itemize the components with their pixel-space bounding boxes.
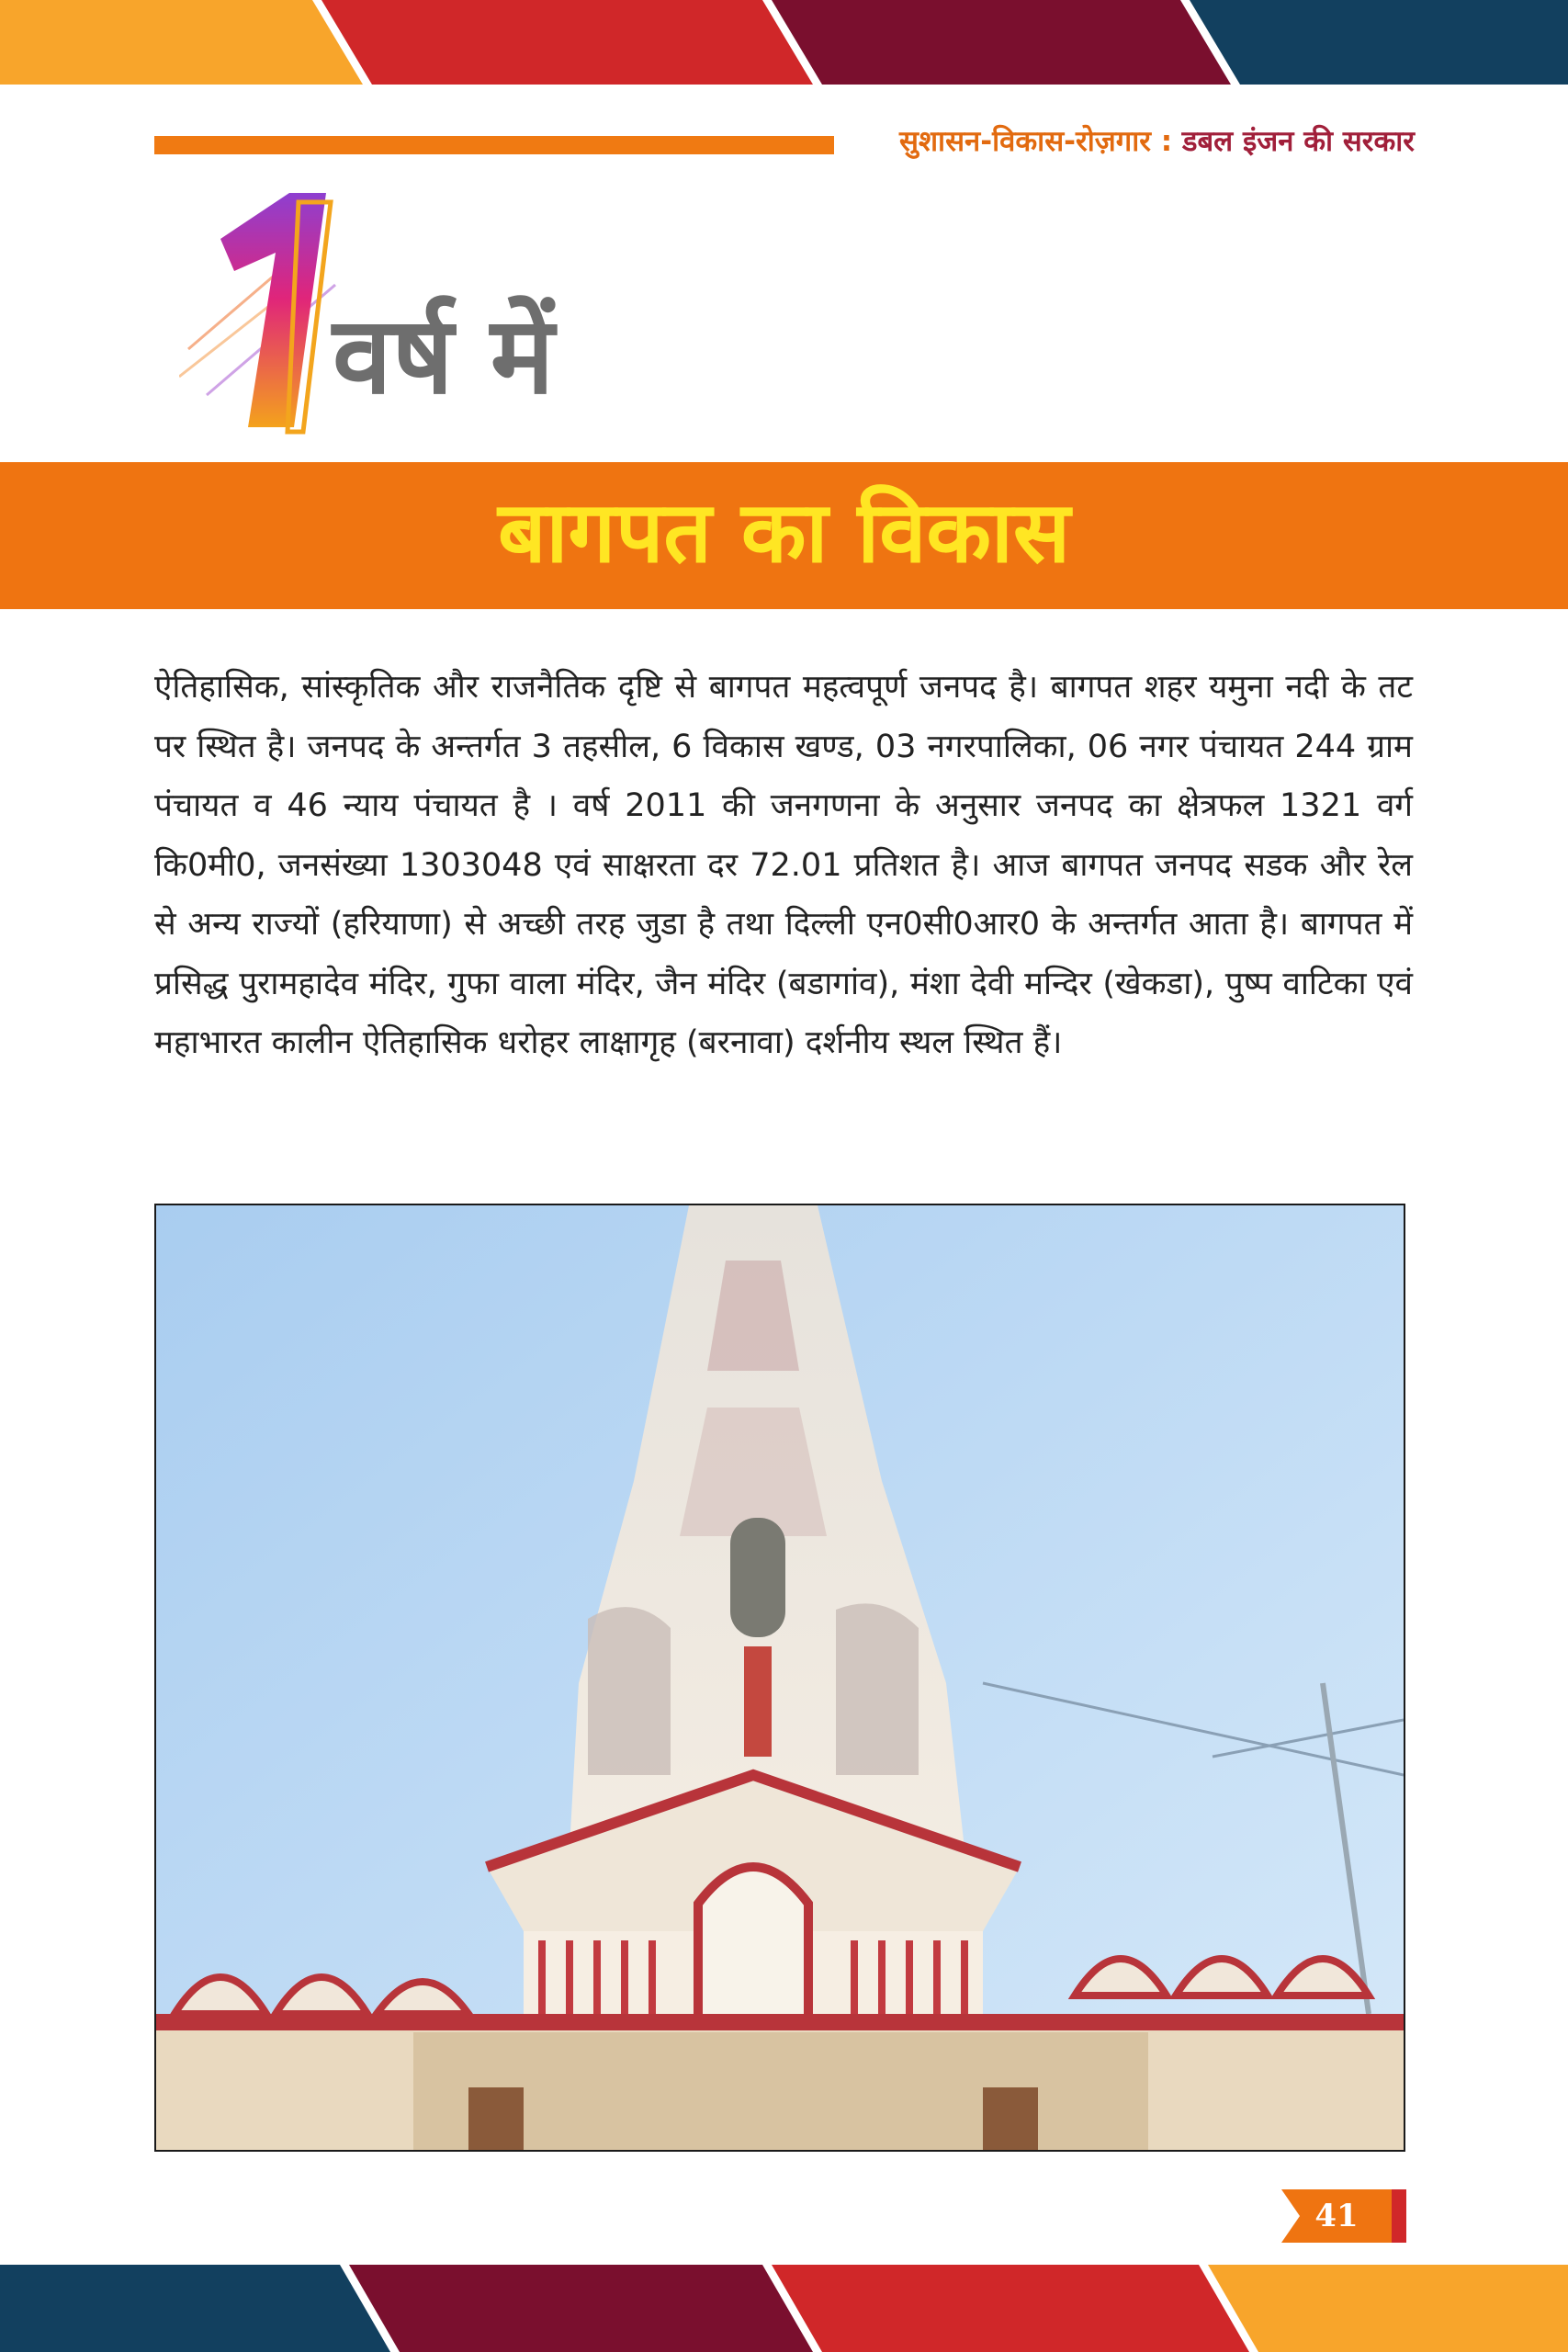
page-number: 41 [1314,2198,1359,2234]
running-header [845,121,1415,160]
year-suffix: वर्ष में [333,294,555,418]
year-number-graphic [179,184,354,441]
bottom-decorative-band [0,2265,1568,2352]
running-header-part1: सुशासन-विकास-रोज़गार : [899,125,1182,158]
title-banner [0,462,1568,609]
body-paragraph: ऐतिहासिक, सांस्कृतिक और राजनैतिक दृष्टि से बागपत महत्वपूर्ण जनपद है। बागपत शहर यमुना नदी के तट पर स्थित है। जनपद के अन्तर्गत 3 तहसील, 6 विकास खण्ड, 03 नगरपालिका, 06 नगर पंचायत 244 ग्राम पंचायत व 46 न्याय पंचायत है । वर्ष 2011 की जनगणना के अनुसार जनपद का क्षेत्रफल 1321 वर्ग कि0मी0, जनसंख्या 1303048 एवं साक्षरता दर 72.01 प्रतिशत है। आज बागपत जनपद सडक और रेल से अन्य राज्यों (हरियाणा) से अच्छी तरह जुडा है तथा दिल्ली एन0सी0आर0 के अन्तर्गत आता है। बागपत में प्रसिद्ध पुरामहादेव मंदिर, गुफा वाला मंदिर, जैन मंदिर (बडागांव), मंशा देवी मन्दिर (खेकडा), पुष्प वाटिका एवं महाभारत कालीन ऐतिहासिक धरोहर लाक्षागृह (बरनावा) दर्शनीय स्थल स्थित हैं। [154,669,1413,1061]
header-rule [154,136,834,154]
page-title: बागपत का विकास [497,483,1071,582]
temple-photo [154,1204,1405,2152]
top-decorative-band [0,0,1568,85]
running-header-part2: डबल इंजन की सरकार [1181,125,1415,158]
